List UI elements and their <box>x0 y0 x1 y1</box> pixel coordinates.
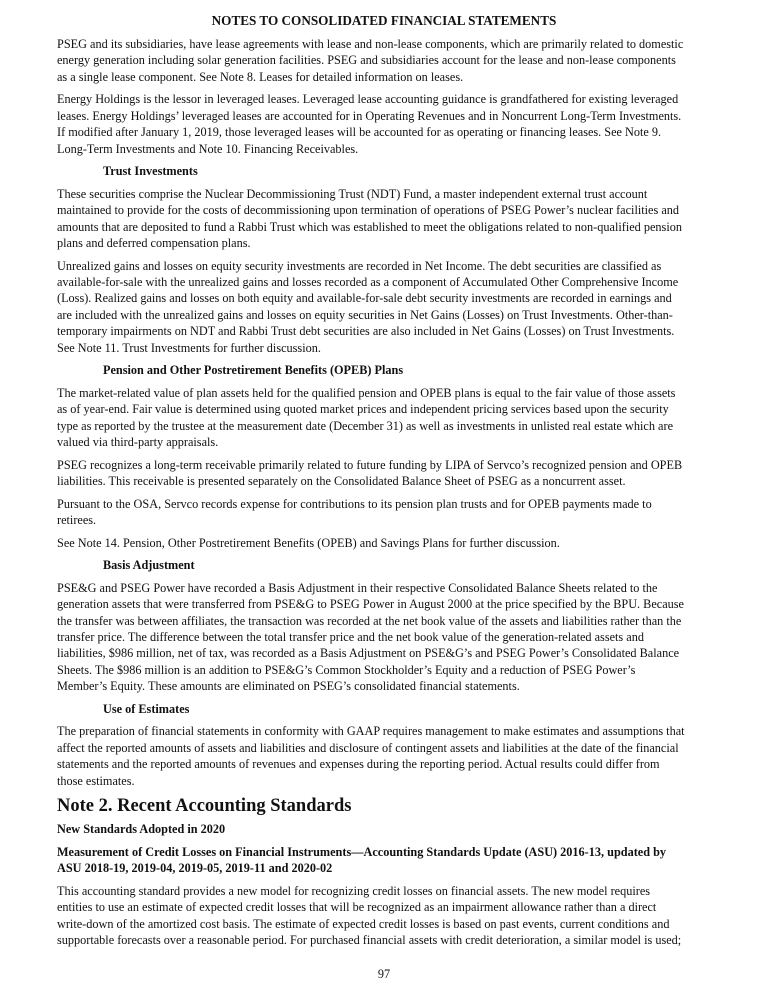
text-line: retirees. <box>57 513 97 528</box>
text-line: ASU 2018-19, 2019-04, 2019-05, 2019-11 and 2020-02 <box>57 861 333 876</box>
document-body <box>57 36 717 955</box>
text-line: These securities comprise the Nuclear Decommissioning Trust (NDT) Fund, a master independent external trust account <box>57 186 648 201</box>
text-line: The preparation of financial statements in conformity with GAAP requires management to make estimates and assumptions that <box>57 724 685 739</box>
paragraph <box>57 457 717 490</box>
page-number: 97 <box>377 967 391 981</box>
paragraph <box>57 535 717 551</box>
text-line: Measurement of Credit Losses on Financial Instruments—Accounting Standards Update (ASU) 2016-13, updated by <box>57 844 667 859</box>
subheading: Basis Adjustment <box>103 558 195 573</box>
text-line: are included with the unrealized gains and losses on equity securities in Net Gains (Losses) on Trust Investments. Other-than- <box>57 307 673 322</box>
text-line: type as reported by the trustee at the measurement date (December 31) as well as investments in unlisted real estate which are <box>57 418 674 433</box>
paragraph <box>57 496 717 529</box>
text-line: Sheets. The $986 million is an addition to PSE&G’s Common Stockholder’s Equity and a reduction of PSEG Power’s <box>57 662 636 677</box>
text-line: (Loss). Realized gains and losses on both equity and available-for-sale debt security investments are recorded in earnings and <box>57 291 672 306</box>
text-line: liabilities. This receivable is presented separately on the Consolidated Balance Sheet of PSEG as a noncurrent asset. <box>57 474 626 489</box>
text-line: If modified after January 1, 2019, those leveraged leases will be accounted for as operating or financing leases. See Note 9. <box>57 125 662 140</box>
text-line: PSEG recognizes a long-term receivable primarily related to future funding by LIPA of Servco’s recognized pension and OPEB <box>57 457 683 472</box>
text-line: plans and deferred compensation plans. <box>57 236 251 251</box>
text-line: valued via third-party appraisals. <box>57 435 219 450</box>
text-line: as a single lease component. See Note 8. Leases for detailed information on leases. <box>57 69 464 84</box>
page-header-title: NOTES TO CONSOLIDATED FINANCIAL STATEMENTS <box>211 13 557 28</box>
text-line: affect the reported amounts of assets and liabilities and disclosure of contingent assets and liabilities at the date of the financial <box>57 740 679 755</box>
paragraph <box>57 91 717 157</box>
paragraph <box>57 186 717 252</box>
text-line: energy generation including solar generation facilities. PSEG and subsidiaries account for the lease and non-lease components <box>57 53 676 68</box>
text-line: liabilities, $986 million, net of tax, was recorded as a Basis Adjustment on PSE&G’s and PSEG Power’s Consolidated Balance <box>57 646 680 661</box>
text-line: See Note 11. Trust Investments for further discussion. <box>57 340 321 355</box>
text-line: Long-Term Investments and Note 10. Financing Receivables. <box>57 141 359 156</box>
text-line: This accounting standard provides a new model for recognizing credit losses on financial assets. The new model requires <box>57 883 651 898</box>
subheading: Trust Investments <box>103 164 198 179</box>
text-line: Unrealized gains and losses on equity security investments are recorded in Net Income. The debt securities are classified as <box>57 258 662 273</box>
subheading: Pension and Other Postretirement Benefits (OPEB) Plans <box>103 363 404 378</box>
text-line: maintained to provide for the costs of decommissioning upon termination of operations of PSEG Power’s nuclear facilities and <box>57 203 680 218</box>
text-line: transfer price. The difference between the total transfer price and the net book value of the generation-related assets and <box>57 630 644 645</box>
paragraph <box>57 258 717 356</box>
text-line: temporary impairments on NDT and Rabbi Trust debt securities are also included in Net Gains (Losses) on Trust Investments. <box>57 324 675 339</box>
section-heading: Note 2. Recent Accounting Standards <box>57 796 352 817</box>
text-line: entities to use an estimate of expected credit losses that will be recognized as an impairment allowance rather than a direct <box>57 900 657 915</box>
paragraph <box>57 723 717 789</box>
text-line: New Standards Adopted in 2020 <box>57 822 226 837</box>
text-line: the transfer was between affiliates, the transaction was recorded at the net book value of the assets and liabilities rather than the <box>57 613 682 628</box>
paragraph <box>57 385 717 451</box>
text-line: those estimates. <box>57 773 135 788</box>
text-line: PSEG and its subsidiaries, have lease agreements with lease and non-lease components, which are primarily related to domestic <box>57 37 684 51</box>
paragraph <box>57 36 717 85</box>
text-line: amounts that are deposited to fund a Rabbi Trust which was established to meet the obligations related to non-qualified pension <box>57 219 682 234</box>
text-line: statements and the reported amounts of revenues and expenses during the reporting period. Actual results could differ from <box>57 757 660 772</box>
text-line: supportable forecasts over a reasonable period. For purchased financial assets with credit deterioration, a similar model is used; <box>57 933 682 948</box>
subheading <box>57 844 717 877</box>
text-line: See Note 14. Pension, Other Postretirement Benefits (OPEB) and Savings Plans for further discussion. <box>57 535 560 550</box>
paragraph <box>57 883 717 949</box>
text-line: Energy Holdings is the lessor in leveraged leases. Leveraged lease accounting guidance is grandfathered for existing leveraged <box>57 92 679 107</box>
text-line: Pursuant to the OSA, Servco records expense for contributions to its pension plan trusts and for OPEB payments made to <box>57 496 652 511</box>
text-line: The market-related value of plan assets held for the qualified pension and OPEB plans is equal to the fair value of those assets <box>57 385 676 400</box>
paragraph <box>57 580 717 695</box>
subheading <box>57 821 717 837</box>
text-line: PSE&G and PSEG Power have recorded a Basis Adjustment in their respective Consolidated Balance Sheets related to the <box>57 580 658 595</box>
subheading: Use of Estimates <box>103 701 190 716</box>
text-line: Member’s Equity. These amounts are eliminated on PSEG’s consolidated financial statements. <box>57 679 520 694</box>
text-line: write-down of the amortized cost basis. The estimate of expected credit losses is based on past events, current conditions and <box>57 916 670 931</box>
text-line: leases. Energy Holdings’ leveraged leases are accounted for in Operating Revenues and in Noncurrent Long-Term Investments. <box>57 108 682 123</box>
text-line: as of year-end. Fair value is determined using quoted market prices and independent pricing services based upon the security <box>57 402 669 417</box>
text-line: generation assets that were transferred from PSE&G to PSEG Power in August 2000 at the price specified by the BPU. Because <box>57 597 684 612</box>
text-line: available-for-sale with the unrealized gains and losses recorded as a component of Accumulated Other Comprehensive Income <box>57 275 679 290</box>
